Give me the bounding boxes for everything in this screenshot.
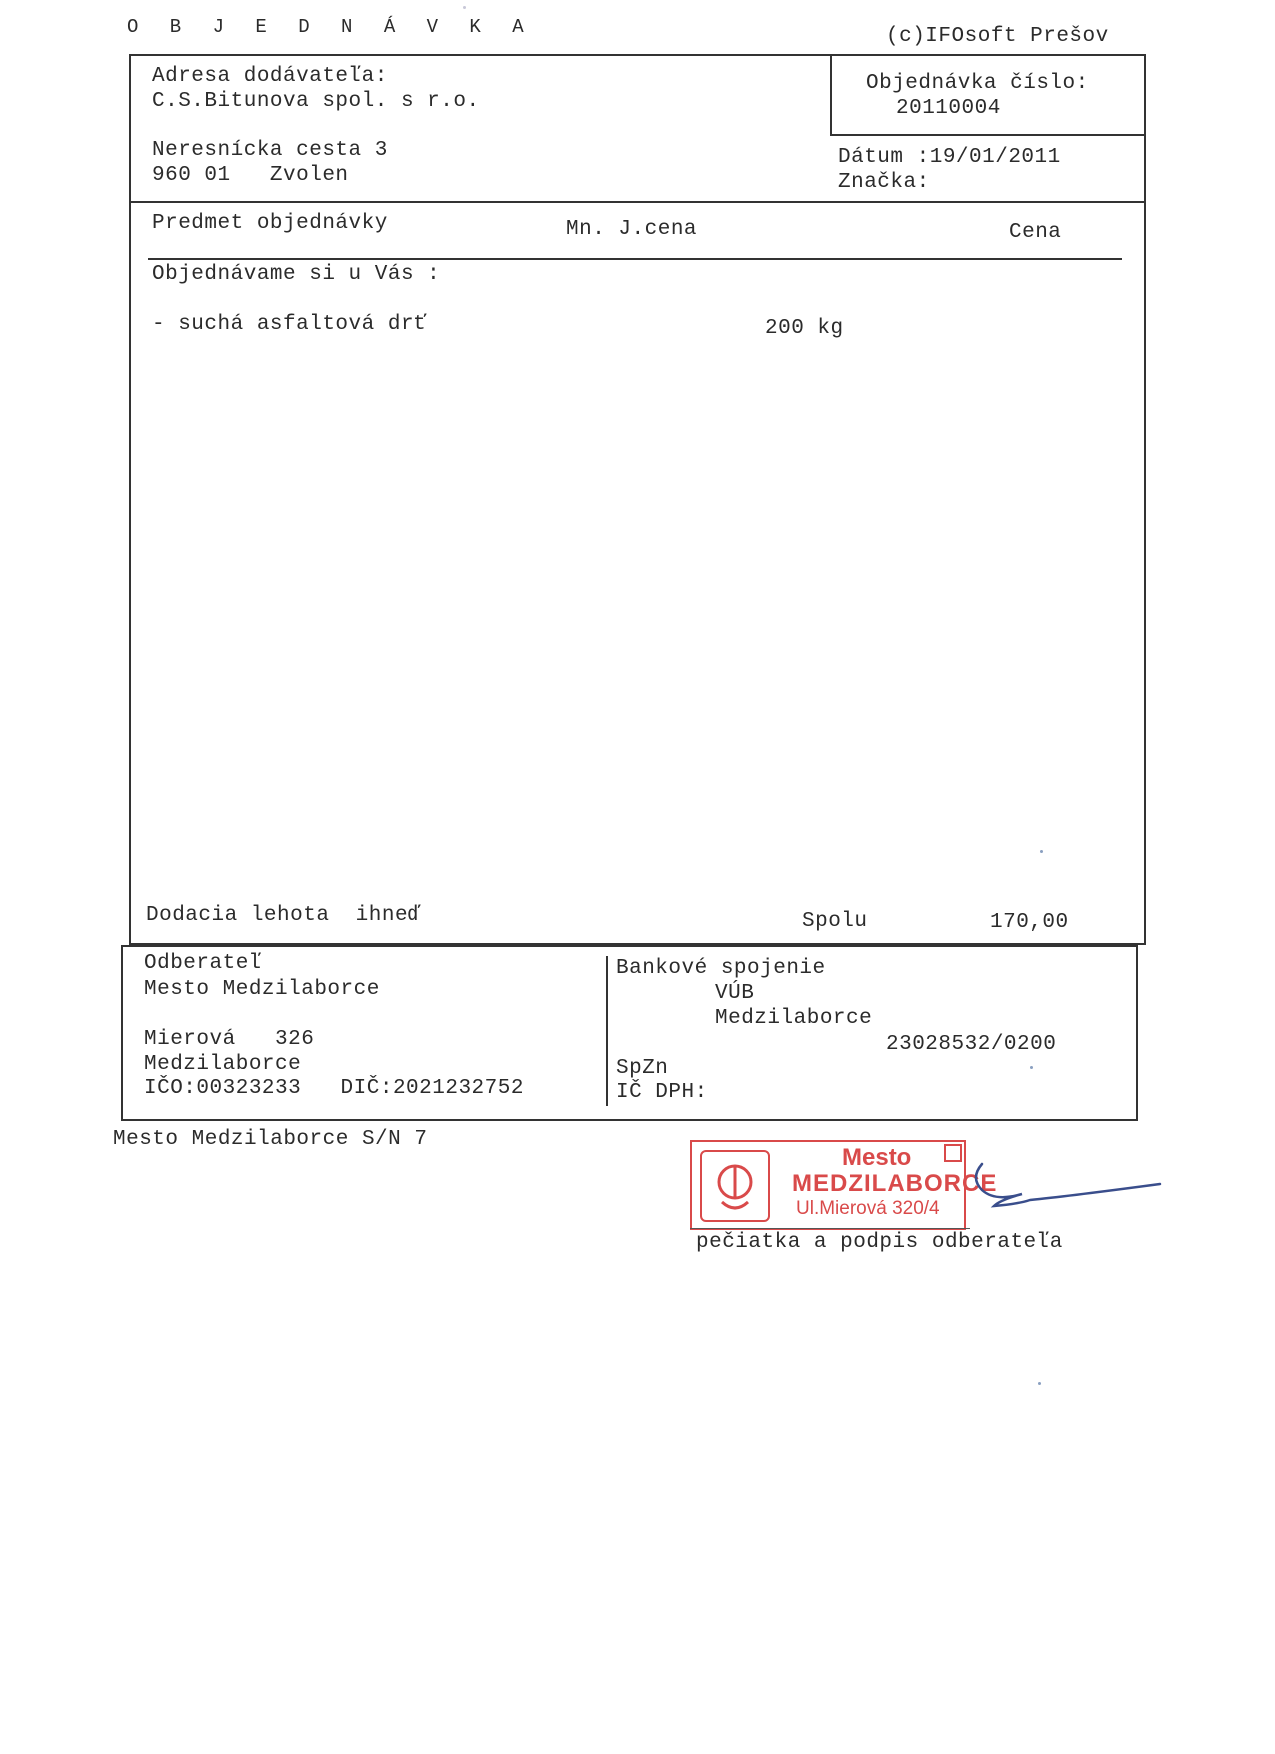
- column-total: Cena: [1009, 221, 1062, 244]
- bank-vat: IČ DPH:: [616, 1081, 708, 1104]
- supplier-label: Adresa dodávateľa:: [152, 65, 388, 88]
- item-quantity: 200 kg: [765, 317, 844, 340]
- supplier-name: C.S.Bitunova spol. s r.o.: [152, 90, 480, 113]
- scan-speck: [463, 6, 466, 9]
- document-title: O B J E D N Á V K A: [127, 16, 534, 38]
- stamp-text-line2: MEDZILABORCE: [792, 1170, 998, 1197]
- supplier-city: 960 01 Zvolen: [152, 164, 349, 187]
- order-number-label: Objednávka číslo:: [866, 72, 1089, 95]
- signature-line: [690, 1228, 970, 1229]
- scan-speck: [1030, 1066, 1033, 1069]
- scan-speck: [1040, 850, 1043, 853]
- scan-speck: [1038, 1382, 1041, 1385]
- order-mark: Značka:: [838, 171, 930, 194]
- delivery-term: Dodacia lehota ihneď: [146, 904, 422, 927]
- buyer-label: Odberateľ: [144, 952, 262, 975]
- column-qty-price: Mn. J.cena: [566, 218, 698, 241]
- buyer-street: Mierová 326: [144, 1028, 315, 1051]
- coat-of-arms-icon: [700, 1150, 770, 1222]
- stamp-text-line1: Mesto: [842, 1144, 912, 1171]
- column-subject: Predmet objednávky: [152, 212, 388, 235]
- signature-caption: pečiatka a podpis odberateľa: [696, 1231, 1063, 1254]
- order-date: Dátum :19/01/2011: [838, 146, 1061, 169]
- bank-spzn: SpZn: [616, 1057, 669, 1080]
- buyer-name: Mesto Medzilaborce: [144, 978, 380, 1001]
- total-value: 170,00: [990, 911, 1069, 934]
- bank-label: Bankové spojenie: [616, 957, 826, 980]
- official-stamp: [690, 1140, 998, 1230]
- order-number: 20110004: [896, 97, 1001, 120]
- buyer-city: Medzilaborce: [144, 1053, 302, 1076]
- stamp-text-line3: Ul.Mierová 320/4: [796, 1198, 940, 1219]
- header-separator: [129, 201, 1146, 203]
- copyright-text: (c)IFOsoft Prešov: [886, 25, 1109, 48]
- bank-account: 23028532/0200: [886, 1033, 1057, 1056]
- bank-name: VÚB: [715, 982, 755, 1005]
- supplier-street: Neresnícka cesta 3: [152, 139, 388, 162]
- buyer-reference-line: Mesto Medzilaborce S/N 7: [113, 1128, 428, 1151]
- signature-icon: [960, 1160, 1170, 1220]
- buyer-ids: IČO:00323233 DIČ:2021232752: [144, 1077, 524, 1100]
- buyer-bank-divider: [606, 956, 608, 1106]
- bank-city: Medzilaborce: [715, 1007, 873, 1030]
- item-name: - suchá asfaltová drť: [152, 313, 428, 336]
- items-intro: Objednávame si u Vás :: [152, 263, 441, 286]
- total-label: Spolu: [802, 910, 868, 933]
- table-header-underline: [148, 258, 1122, 260]
